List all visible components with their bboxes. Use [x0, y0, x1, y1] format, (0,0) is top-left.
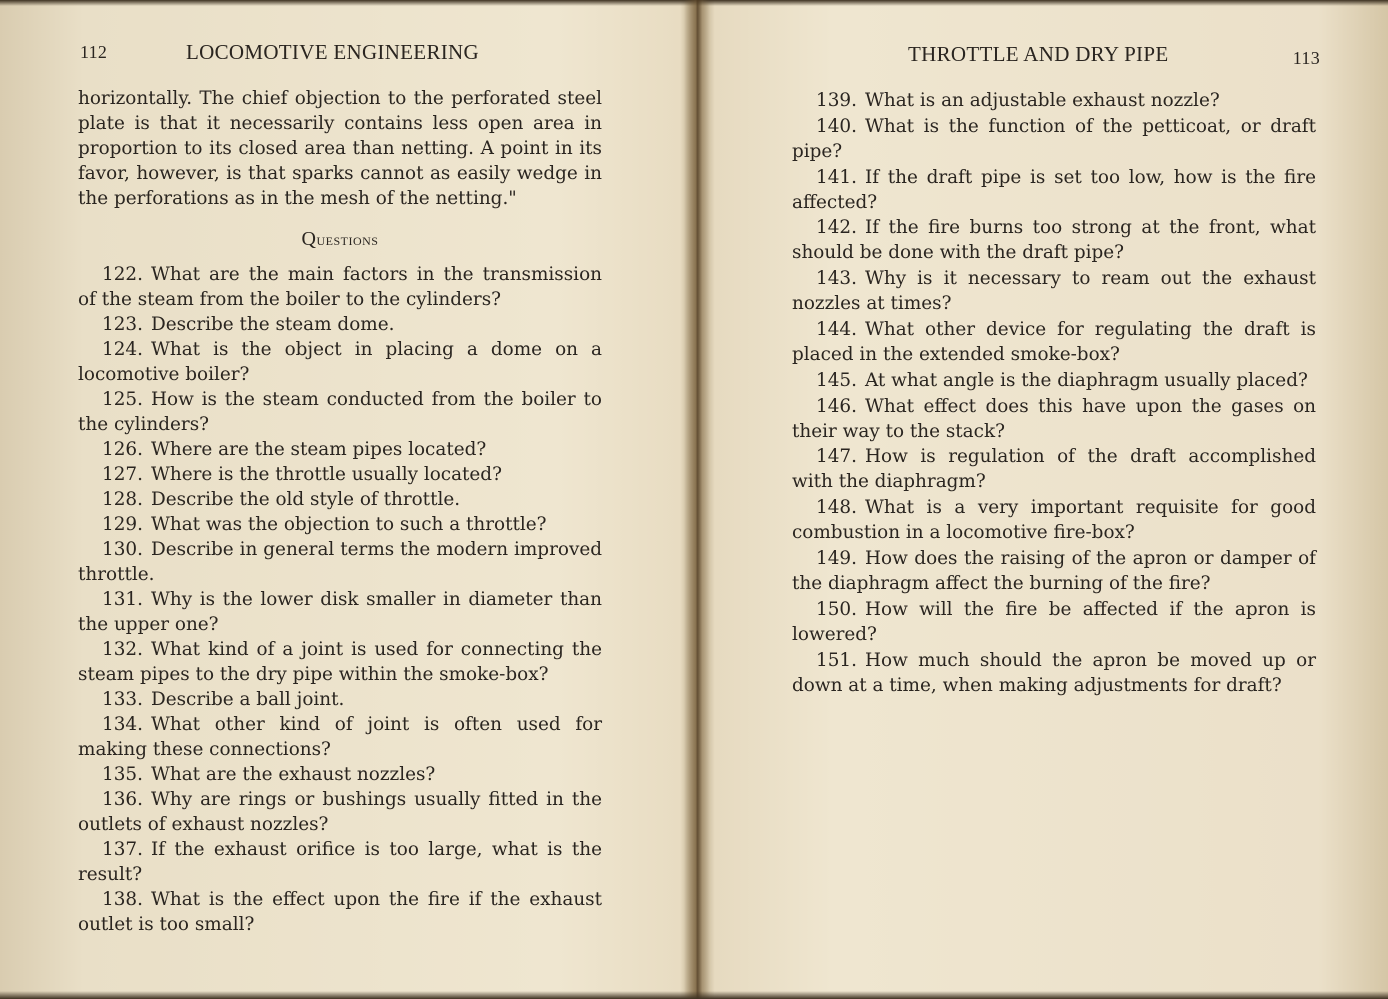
question-text: Why is the lower disk smaller in diameter than the upper one? [78, 589, 602, 635]
question-item [78, 437, 602, 462]
book-gutter [684, 0, 710, 999]
question-number: 150. [816, 598, 857, 620]
question-text: What kind of a joint is used for connecting the steam pipes to the dry pipe within the smoke-box? [78, 639, 602, 685]
question-item [78, 312, 602, 337]
question-text: What is the object in placing a dome on a locomotive boiler? [78, 339, 602, 385]
question-number: 127. [102, 464, 143, 485]
question-item [78, 837, 602, 887]
question-number: 130. [102, 539, 143, 560]
question-text: If the fire burns too strong at the front, what should be done with the draft pipe? [792, 217, 1316, 264]
questions-heading: Questions [301, 228, 379, 250]
question-number: 149. [816, 547, 857, 569]
question-item [792, 368, 1316, 393]
question-text: How is the steam conducted from the boiler to the cylinders? [78, 389, 602, 435]
left-running-head [74, 40, 602, 66]
question-item [792, 648, 1316, 698]
question-text: How will the fire be affected if the apron is lowered? [792, 598, 1316, 645]
question-text: How does the raising of the apron or damper of the diaphragm affect the burning of the fire? [792, 547, 1316, 594]
question-item [78, 787, 602, 837]
bottom-edge-shadow [0, 991, 1388, 999]
question-number: 126. [102, 439, 143, 460]
question-number: 147. [816, 446, 857, 468]
question-number: 137. [102, 839, 143, 860]
question-item [78, 537, 602, 587]
question-text: Describe in general terms the modern improved throttle. [78, 539, 602, 585]
question-text: If the draft pipe is set too low, how is the fire affected? [792, 166, 1316, 213]
question-item [78, 387, 602, 437]
question-number: 133. [102, 689, 143, 710]
question-number: 128. [102, 489, 143, 510]
question-item [78, 637, 602, 687]
question-number: 148. [816, 497, 857, 519]
right-page [790, 0, 1318, 999]
question-number: 124. [102, 339, 143, 360]
left-question-list [78, 262, 602, 937]
question-item [78, 512, 602, 537]
question-number: 143. [816, 268, 857, 290]
question-number: 135. [102, 764, 143, 785]
right-running-title: THROTTLE AND DRY PIPE [908, 42, 1169, 66]
question-item [792, 394, 1316, 444]
question-text: How is regulation of the draft accomplished with the diaphragm? [792, 446, 1316, 493]
left-running-title: LOCOMOTIVE ENGINEERING [186, 40, 479, 64]
question-text: What is the function of the petticoat, or draft pipe? [792, 115, 1316, 162]
question-text: What are the main factors in the transmission of the steam from the boiler to the cylinders? [78, 264, 602, 310]
question-text: Where is the throttle usually located? [150, 464, 502, 485]
intro-paragraph: horizontally. The chief objection to the perforated steel plate is that it necessarily contains less open area in proportion to its closed area than netting. A point in its favor, however, is that sparks cannot as easily wedge in the perforations as in the mesh of the netting." [78, 88, 602, 209]
question-text: Where are the steam pipes located? [150, 439, 487, 460]
question-text: What was the objection to such a throttle? [150, 514, 547, 535]
question-item [792, 114, 1316, 164]
left-page [74, 0, 602, 999]
question-number: 146. [816, 395, 857, 417]
left-page-number: 112 [80, 42, 108, 62]
question-text: How much should the apron be moved up or down at a time, when making adjustments for draft? [792, 649, 1316, 696]
question-number: 129. [102, 514, 143, 535]
right-body-text [792, 88, 1316, 698]
question-item [78, 712, 602, 762]
question-text: What other kind of joint is often used for making these connections? [78, 714, 602, 760]
right-page-number: 113 [1292, 48, 1320, 68]
question-number: 141. [816, 166, 857, 188]
question-text: Describe a ball joint. [150, 689, 345, 710]
right-question-list [792, 88, 1316, 698]
question-item [792, 266, 1316, 316]
question-number: 142. [816, 217, 857, 239]
question-text: Why is it necessary to ream out the exhaust nozzles at times? [792, 268, 1316, 315]
question-item [792, 88, 1316, 113]
question-number: 123. [102, 314, 143, 335]
question-number: 122. [102, 264, 143, 285]
right-running-head [790, 40, 1318, 66]
question-item [792, 165, 1316, 215]
left-body-text [78, 86, 602, 937]
question-item [78, 462, 602, 487]
question-text: At what angle is the diaphragm usually placed? [864, 369, 1308, 391]
question-number: 144. [816, 318, 857, 340]
question-number: 136. [102, 789, 143, 810]
question-text: Describe the old style of throttle. [150, 489, 461, 510]
question-text: Describe the steam dome. [150, 314, 395, 335]
question-number: 145. [816, 369, 857, 391]
question-text: Why are rings or bushings usually fitted in the outlets of exhaust nozzles? [78, 789, 602, 835]
question-number: 151. [816, 649, 857, 671]
question-text: If the exhaust orifice is too large, what is the result? [78, 839, 602, 885]
question-text: What is the effect upon the fire if the exhaust outlet is too small? [78, 889, 602, 935]
question-item [792, 215, 1316, 265]
question-text: What other device for regulating the draft is placed in the extended smoke-box? [792, 318, 1316, 365]
question-text: What are the exhaust nozzles? [150, 764, 436, 785]
question-number: 138. [102, 889, 143, 910]
question-number: 134. [102, 714, 143, 735]
question-number: 140. [816, 115, 857, 137]
question-text: What effect does this have upon the gases on their way to the stack? [792, 395, 1316, 442]
question-item [78, 887, 602, 937]
question-number: 132. [102, 639, 143, 660]
question-text: What is an adjustable exhaust nozzle? [864, 90, 1220, 111]
question-item [792, 597, 1316, 647]
question-number: 131. [102, 589, 143, 610]
question-item [78, 262, 602, 312]
question-item [78, 487, 602, 512]
question-number: 125. [102, 389, 143, 410]
question-item [78, 337, 602, 387]
question-item [78, 687, 602, 712]
question-item [78, 587, 602, 637]
question-item [792, 546, 1316, 596]
question-item [792, 495, 1316, 545]
question-number: 139. [816, 90, 857, 111]
question-text: What is a very important requisite for good combustion in a locomotive fire-box? [792, 497, 1316, 544]
question-item [792, 444, 1316, 494]
question-item [78, 762, 602, 787]
question-item [792, 317, 1316, 367]
